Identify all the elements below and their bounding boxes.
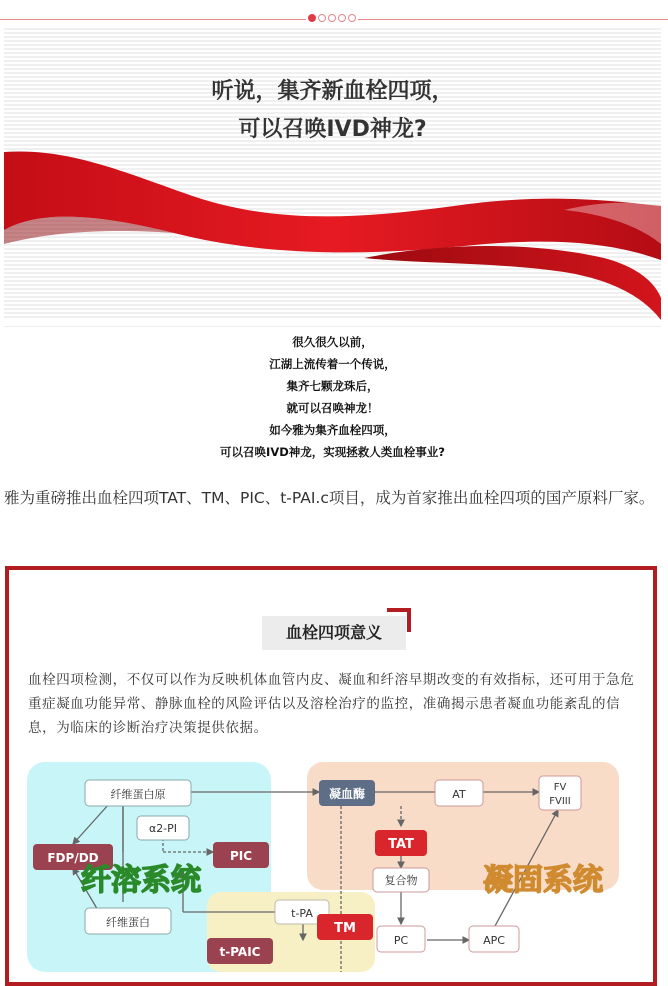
thrombosis-pathway-diagram — [23, 762, 623, 972]
node-complex — [373, 868, 429, 892]
section-body: 血栓四项检测，不仅可以作为反映机体血管内皮、凝血和纤溶早期改变的有效指标，还可用于急危重症凝血功能异常、静脉血栓的风险评估以及溶栓治疗的监控，准确揭示患者凝血功能紊乱的信息，为临床的诊断治疗决策提供依据。 — [28, 672, 635, 736]
divider-dot — [328, 14, 336, 22]
divider-dot — [308, 14, 316, 22]
story-box — [4, 326, 661, 461]
story-line: 就可以召唤神龙！ — [286, 401, 379, 415]
story-line: 江湖上流传着一个传说， — [269, 357, 396, 371]
story-line: 如今雅为集齐血栓四项， — [269, 423, 396, 437]
red-ribbon-graphic — [4, 148, 661, 320]
divider-dot — [338, 14, 346, 22]
section-title: 血栓四项意义 — [262, 616, 406, 650]
hero-title-line1: 听说，集齐新血栓四项， — [211, 79, 454, 104]
node-a2pi-label: α2-PI — [148, 822, 178, 835]
story-line: 很久很久以前， — [292, 335, 373, 349]
node-apc-label: APC — [483, 934, 505, 947]
hero-banner — [4, 28, 661, 320]
node-tpa-label: t-PA — [291, 907, 313, 920]
node-complex-label: 复合物 — [384, 874, 418, 887]
node-pc-label: PC — [393, 934, 409, 947]
node-pic — [213, 842, 269, 868]
node-thrombin-label: 凝血酶 — [328, 787, 366, 801]
node-fibrinogen — [85, 780, 191, 806]
node-tat-label: TAT — [388, 837, 414, 852]
node-tm — [317, 914, 373, 940]
top-divider — [0, 14, 668, 26]
node-fv-label: FV — [553, 782, 567, 793]
divider-line-left — [0, 19, 306, 20]
node-apc — [469, 926, 519, 952]
node-fibrin — [85, 908, 171, 934]
node-pc — [377, 926, 425, 952]
node-fdp-label: FDP/DD — [47, 851, 99, 865]
node-tat — [375, 830, 427, 856]
divider-dot — [318, 14, 326, 22]
node-fibrin-label: 纤维蛋白 — [106, 916, 150, 929]
node-tpaic-label: t-PAIC — [219, 945, 261, 959]
divider-dots — [308, 14, 356, 22]
divider-line-right — [358, 19, 668, 20]
node-thrombin — [319, 780, 375, 806]
node-pic-label: PIC — [229, 849, 253, 863]
intro-paragraph: 雅为重磅推出血栓四项TAT、TM、PIC、t-PAI.c项目，成为首家推出血栓四项的国产原料厂家。 — [4, 489, 655, 507]
node-at-label: AT — [452, 788, 466, 801]
node-tpaic — [207, 938, 273, 964]
node-a2pi — [137, 816, 189, 840]
coagulation-system-label: 凝固系统 — [483, 863, 603, 898]
node-fv-fviii — [539, 776, 581, 810]
story-line: 可以召唤IVD神龙，实现拯救人类血栓事业? — [220, 445, 445, 459]
story-line: 集齐七颗龙珠后， — [286, 379, 379, 393]
fibrinolysis-system-label: 纤溶系统 — [81, 863, 201, 898]
node-fibrinogen-label: 纤维蛋白原 — [110, 788, 166, 801]
node-fviii-label: FVIII — [549, 796, 571, 807]
node-tm-label: TM — [334, 921, 356, 936]
section-frame — [5, 566, 657, 986]
node-at — [435, 780, 483, 806]
hero-title-line2: 可以召唤IVD神龙? — [238, 117, 427, 142]
divider-dot — [348, 14, 356, 22]
